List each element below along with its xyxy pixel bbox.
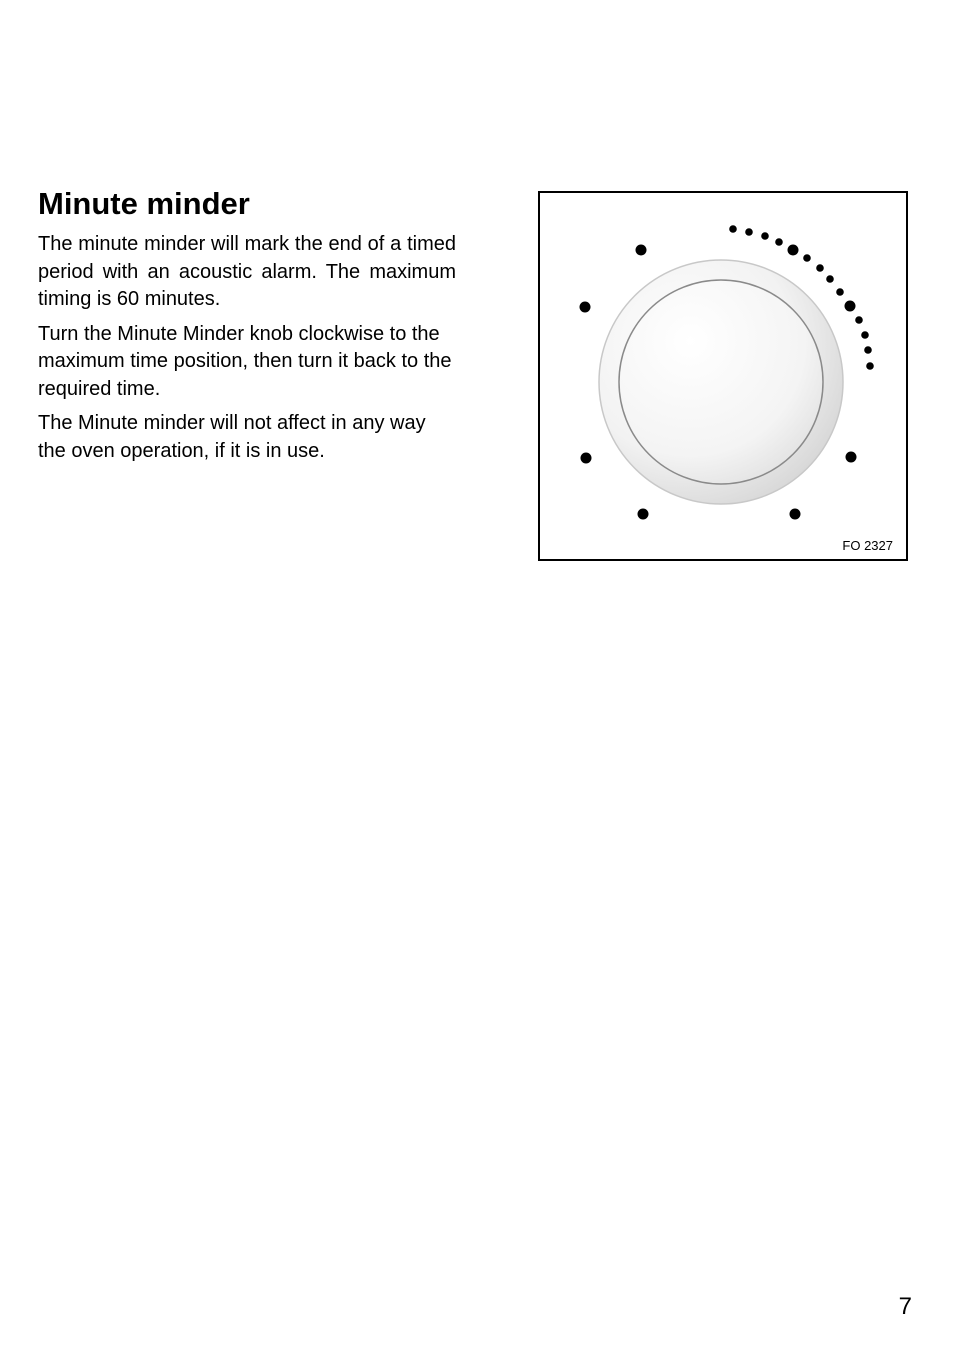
knob-face bbox=[619, 280, 823, 484]
scale-dot bbox=[581, 453, 592, 464]
arc-dot bbox=[729, 225, 737, 233]
section-body bbox=[38, 231, 456, 472]
figure-code: FO 2327 bbox=[842, 538, 893, 553]
paragraph-instructions: Turn the Minute Minder knob clockwise to the maximum time position, then turn it back to the required time. bbox=[38, 322, 452, 400]
arc-dot bbox=[836, 288, 844, 296]
arc-dot bbox=[855, 316, 863, 324]
arc-dot bbox=[864, 346, 872, 354]
arc-dot bbox=[866, 362, 874, 370]
scale-dot bbox=[636, 245, 647, 256]
section-title: Minute minder bbox=[38, 186, 250, 221]
minute-minder-figure bbox=[538, 191, 908, 561]
arc-dot bbox=[861, 331, 869, 339]
scale-dot bbox=[638, 509, 649, 520]
arc-dot bbox=[788, 245, 799, 256]
paragraph-description: The minute minder will mark the end of a timed period with an acoustic alarm. The maximum timing is 60 minutes. bbox=[38, 233, 456, 310]
scale-dot bbox=[790, 509, 801, 520]
arc-dot bbox=[803, 254, 811, 262]
arc-dot bbox=[816, 264, 824, 272]
arc-dot bbox=[845, 301, 856, 312]
page-number: 7 bbox=[898, 1293, 912, 1320]
arc-dot bbox=[745, 228, 753, 236]
scale-dot bbox=[846, 452, 857, 463]
minute-minder-knob-illustration bbox=[540, 193, 906, 559]
arc-dot bbox=[761, 232, 769, 240]
arc-dot bbox=[826, 275, 834, 283]
scale-dot bbox=[580, 302, 591, 313]
arc-dot bbox=[775, 238, 783, 246]
paragraph-note: The Minute minder will not affect in any way the oven operation, if it is in use. bbox=[38, 412, 426, 462]
